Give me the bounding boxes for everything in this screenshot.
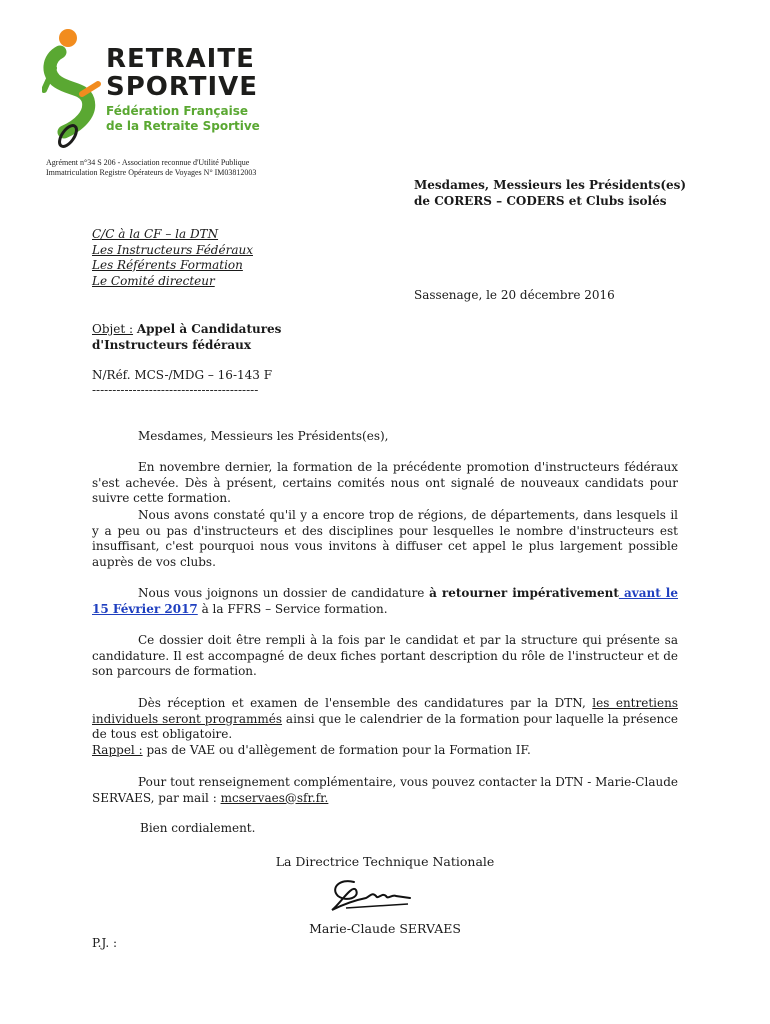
- cc-item: C/C à la CF – la DTN: [92, 227, 219, 241]
- subject-line1: Appel à Candidatures: [136, 322, 282, 336]
- signature-icon: [326, 874, 416, 916]
- signatory-name: Marie-Claude SERVAES: [309, 921, 461, 936]
- cc-item: Les Référents Formation: [92, 258, 243, 272]
- rappel-text: pas de VAE ou d'allègement de formation pour la Formation IF.: [142, 743, 531, 757]
- salutation: Mesdames, Messieurs les Présidents(es),: [138, 429, 389, 443]
- p3-text-a: Nous vous joignons un dossier de candidature: [138, 586, 430, 600]
- signature-title: La Directrice Technique Nationale: [275, 854, 495, 869]
- logo-subtitle-line1: Fédération Française: [106, 104, 249, 118]
- p3-text-d: à la FFRS – Service formation.: [197, 601, 388, 616]
- subject-line2: d'Instructeurs fédéraux: [92, 338, 252, 352]
- ffrs-logo: [42, 28, 292, 153]
- reference-rule: -----------------------------------------: [92, 383, 259, 397]
- paragraph-2: Nous avons constaté qu'il y a encore trop de régions, de départements, dans lesquels il y a peu ou pas d'instructeurs et des disciplines pour lesquelles le nombre d'instructeurs est insuffisant, c'est pourquoi nous vous invitons à diffuser cet appel le plus largement possible auprès de vos clubs.: [92, 508, 678, 569]
- p3-emphasis: à retourner impérativement: [429, 586, 619, 600]
- paragraph-4: Ce dossier doit être rempli à la fois par le candidat et par la structure qui présente sa candidature. Il est accompagné de deux fiches portant description du rôle de l'instructeur et de son parcours de formation.: [92, 633, 678, 678]
- recipients-line2: de CORERS – CODERS et Clubs isolés: [414, 194, 667, 208]
- letter-date: Sassenage, le 20 décembre 2016: [414, 288, 615, 302]
- paragraph-1: En novembre dernier, la formation de la précédente promotion d'instructeurs fédéraux s'est achevée. Dès à présent, certains comités nous ont signalé de nouveaux candidats pour suivre cette formation.: [92, 460, 678, 505]
- p5-text-c: ainsi que le calendrier de la formation pour laquelle la présence de tous est obligatoire.: [92, 711, 679, 741]
- closing: Bien cordialement.: [140, 821, 256, 835]
- runner-logo-icon: [42, 28, 112, 153]
- logo-title-line2: SPORTIVE: [106, 72, 259, 102]
- paragraph-6: [92, 775, 678, 806]
- paragraph-5: [92, 696, 678, 743]
- cc-item: Les Instructeurs Fédéraux: [92, 242, 253, 257]
- recipients-line1: Mesdames, Messieurs les Présidents(es): [414, 178, 687, 192]
- p3-deadline: avant le 15 Février 2017: [92, 586, 678, 616]
- agrement-info: [46, 158, 256, 178]
- reference-text: N/Réf. MCS-/MDG – 16-143 F: [92, 368, 273, 382]
- rappel-line: [92, 743, 678, 759]
- recipients-block: [414, 177, 686, 209]
- agrement-line1: Agrément n°34 S 206 - Association reconnue d'Utilité Publique: [46, 158, 250, 167]
- subject-block: [92, 321, 281, 353]
- attachments-label: P.J. :: [92, 936, 118, 950]
- cc-item: Le Comité directeur: [92, 273, 215, 288]
- subject-label: Objet :: [92, 322, 134, 336]
- copy-list: [92, 227, 253, 289]
- paragraph-3: [92, 586, 678, 617]
- logo-subtitle-line2: de la Retraite Sportive: [106, 119, 260, 133]
- rappel-label: Rappel :: [92, 743, 143, 757]
- logo-title-line1: RETRAITE: [106, 44, 255, 74]
- email-link[interactable]: mcservaes@sfr.fr.: [220, 790, 329, 805]
- reference-block: [92, 368, 272, 398]
- p5-underlined: les entretiens individuels seront programmés: [92, 696, 678, 726]
- agrement-line2: Immatriculation Registre Opérateurs de Voyages N° IM03812003: [46, 168, 257, 177]
- p6-text: Pour tout renseignement complémentaire, vous pouvez contacter la DTN - Marie-Claude SERVAES, par mail :: [92, 775, 678, 805]
- p5-text-a: Dès réception et examen de l'ensemble des candidatures par la DTN,: [138, 696, 593, 710]
